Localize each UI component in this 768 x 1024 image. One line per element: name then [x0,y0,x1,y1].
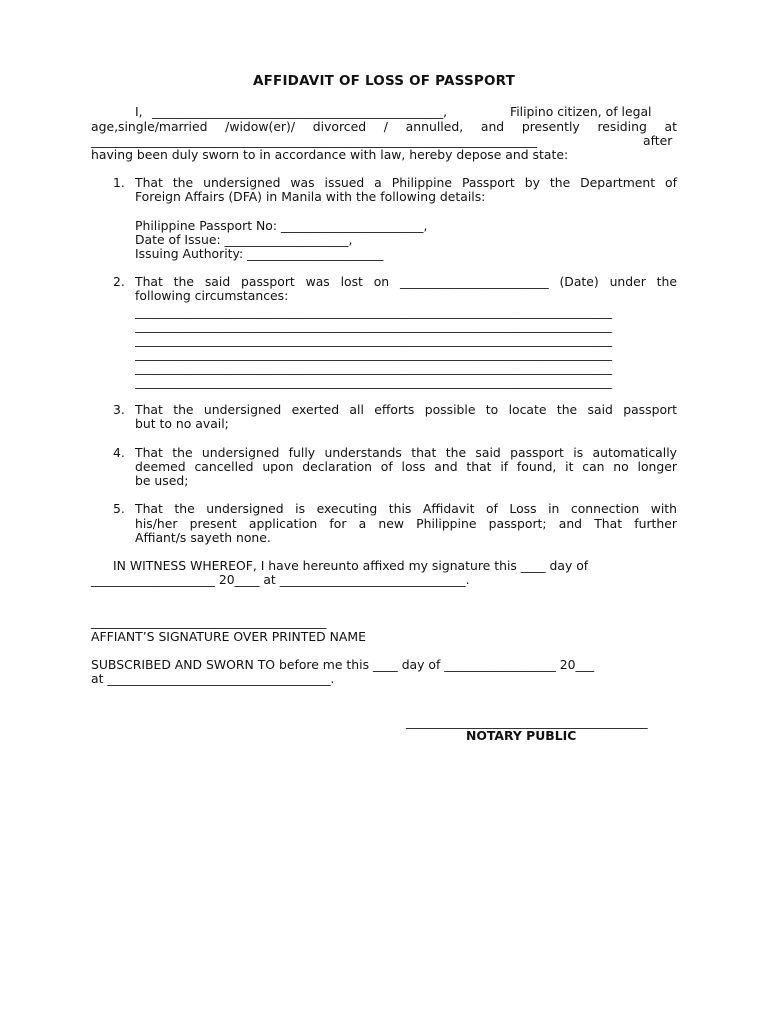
item4-line3: be used; [135,473,189,488]
item2-line1: That the said passport was lost on ________________________ (Date) under the [135,274,677,289]
affiant-signature-label: AFFIANT’S SIGNATURE OVER PRINTED NAME [91,629,366,644]
date-of-issue-field: Date of Issue: ____________________, [135,232,353,247]
subscribed-line2: at ____________________________________. [91,671,335,686]
item4-line2: deemed cancelled upon declaration of loss and that if found, it can no longer [135,459,677,474]
item5-line3: Affiant/s sayeth none. [135,530,271,545]
item3-line1: That the undersigned exerted all efforts possible to locate the said passport [135,402,677,417]
item3-line2: but to no avail; [135,416,229,431]
item4-line1: That the undersigned fully understands that the said passport is automatically [135,445,677,460]
circumstance-blank-line: _____________________________________________________________________________ [135,319,613,333]
item5-line2: his/her present application for a new Philippine passport; and That further [135,516,677,531]
item5-number: 5. [113,501,125,516]
notary-public-label: NOTARY PUBLIC [466,728,577,743]
subscribed-line1: SUBSCRIBED AND SWORN TO before me this ____ day of __________________ 20___ [91,657,595,672]
circumstance-blank-line: _____________________________________________________________________________ [135,333,613,347]
item3-number: 3. [113,402,125,417]
notary-signature-line: _______________________________________ [406,714,648,729]
passport-number-field: Philippine Passport No: _______________________, [135,218,428,233]
witness-line2: ____________________ 20____ at ______________________________. [91,572,470,587]
item2-line2: following circumstances: [135,288,289,303]
intro-line2: age,single/married /widow(er)/ divorced / annulled, and presently residing at [91,119,677,134]
intro-address-blank: ________________________________________________________________________ [91,133,538,148]
affiant-signature-line: ______________________________________ [91,614,327,629]
item4-number: 4. [113,445,125,460]
circumstance-blank-line: _____________________________________________________________________________ [135,375,613,389]
item5-line1: That the undersigned is executing this Affidavit of Loss in connection with [135,501,677,516]
item1-number: 1. [113,175,125,190]
witness-line1: IN WITNESS WHEREOF, I have hereunto affixed my signature this ____ day of [113,558,589,573]
circumstance-blank-line: _____________________________________________________________________________ [135,361,613,375]
intro-line3-right: after [643,133,673,148]
item1-line1: That the undersigned was issued a Philippine Passport by the Department of [135,175,677,190]
intro-line4: having been duly sworn to in accordance with law, hereby depose and state: [91,147,569,162]
item2-number: 2. [113,274,125,289]
intro-line1-right: Filipino citizen, of legal [510,104,652,119]
circumstance-blank-line: _____________________________________________________________________________ [135,305,613,319]
intro-name-blank: _______________________________________________, [152,104,448,119]
circumstance-blank-line: _____________________________________________________________________________ [135,347,613,361]
item1-line2: Foreign Affairs (DFA) in Manila with the following details: [135,189,486,204]
intro-line1-left: I, [135,104,143,119]
issuing-authority-field: Issuing Authority: ______________________ [135,246,384,261]
document-title: AFFIDAVIT OF LOSS OF PASSPORT [252,73,516,89]
